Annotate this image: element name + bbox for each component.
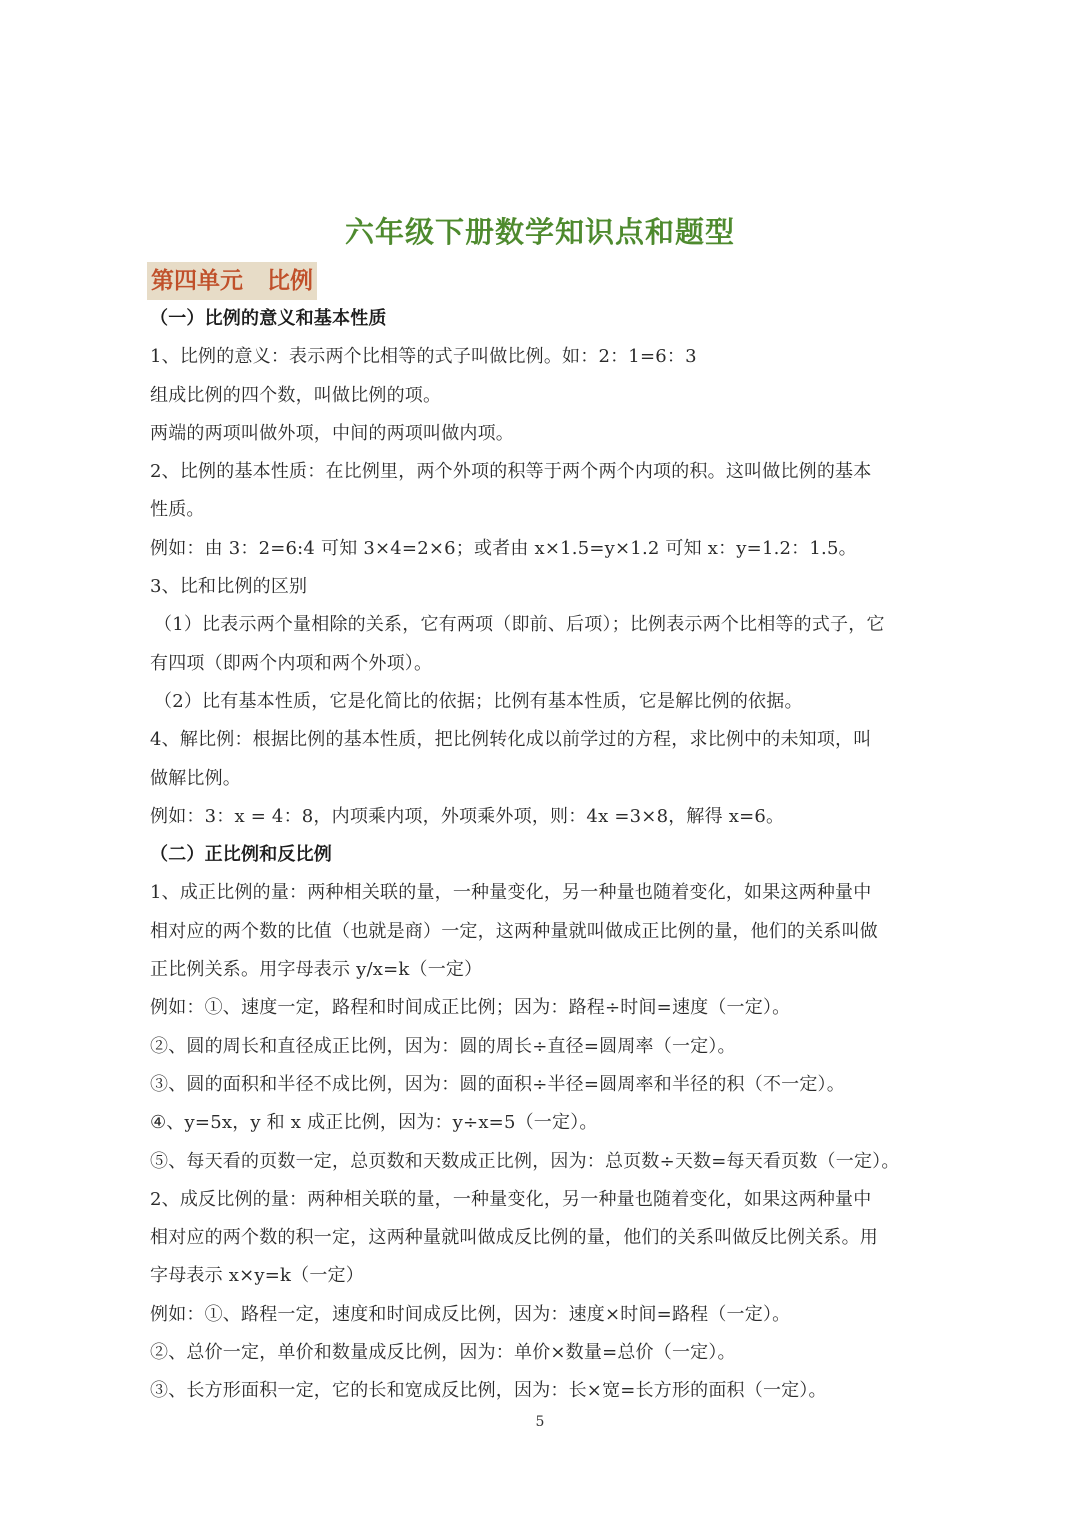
text-line: ③、圆的面积和半径不成比例，因为：圆的面积÷半径=圆周率和半径的积（不一定）。 xyxy=(150,1073,845,1095)
text-line: 例如：由 3：2=6:4 可知 3×4=2×6；或者由 x×1.5=y×1.2 可知 x：y=1.2：1.5。 xyxy=(150,537,857,559)
text-line: 有四项（即两个内项和两个外项）。 xyxy=(150,652,433,674)
text-line: 例如：①、路程一定，速度和时间成反比例，因为：速度×时间=路程（一定）。 xyxy=(150,1303,791,1325)
text-line: 4、解比例：根据比例的基本性质，把比例转化成以前学过的方程，求比例中的未知项，叫 xyxy=(150,729,872,751)
text-line: 做解比例。 xyxy=(150,767,241,789)
text-line: ⑤、每天看的页数一定，总页数和天数成正比例，因为：总页数÷天数=每天看页数（一定）。 xyxy=(150,1150,900,1172)
text-line: 3、比和比例的区别 xyxy=(150,576,308,598)
text-line: ②、圆的周长和直径成正比例，因为：圆的周长÷直径=圆周率（一定）。 xyxy=(150,1035,736,1057)
text-line: （1）比表示两个量相除的关系，它有两项（即前、后项）；比例表示两个比相等的式子，它 xyxy=(154,614,885,636)
section-heading: （一）比例的意义和基本性质 xyxy=(150,308,387,329)
text-line: 1、成正比例的量：两种相关联的量，一种量变化，另一种量也随着变化，如果这两种量中 xyxy=(150,882,872,904)
text-line: 组成比例的四个数，叫做比例的项。 xyxy=(150,384,442,406)
text-line: 相对应的两个数的比值（也就是商）一定，这两种量就叫做成正比例的量，他们的关系叫做 xyxy=(150,920,878,942)
text-line: （2）比有基本性质，它是化简比的依据；比例有基本性质，它是解比例的依据。 xyxy=(154,690,803,712)
text-line: ③、长方形面积一定，它的长和宽成反比例，因为：长×宽=长方形的面积（一定）。 xyxy=(150,1380,827,1402)
text-line: 例如：①、速度一定，路程和时间成正比例；因为：路程÷时间=速度（一定）。 xyxy=(150,997,791,1019)
text-line: ②、总价一定，单价和数量成反比例，因为：单价×数量=总价（一定）。 xyxy=(150,1342,736,1364)
text-line: 性质。 xyxy=(150,499,205,521)
text-line: ④、y=5x，y 和 x 成正比例，因为：y÷x=5（一定）。 xyxy=(150,1112,598,1134)
page-number: 5 xyxy=(535,1414,545,1430)
text-line: 正比例关系。用字母表示 y/x=k（一定） xyxy=(150,959,483,981)
text-line: 2、比例的基本性质：在比例里，两个外项的积等于两个两个内项的积。这叫做比例的基本 xyxy=(150,461,872,483)
text-line: 两端的两项叫做外项，中间的两项叫做内项。 xyxy=(150,422,514,444)
unit-heading: 第四单元 比例 xyxy=(147,262,317,300)
document-title: 六年级下册数学知识点和题型 xyxy=(344,215,735,249)
document-body xyxy=(150,300,940,1411)
text-line: 相对应的两个数的积一定，这两种量就叫做成反比例的量，他们的关系叫做反比例关系。用 xyxy=(150,1227,878,1249)
section-heading: （二）正比例和反比例 xyxy=(150,844,332,866)
text-line: 1、比例的意义：表示两个比相等的式子叫做比例。如：2：1=6：3 xyxy=(150,346,697,368)
text-line: 2、成反比例的量：两种相关联的量，一种量变化，另一种量也随着变化，如果这两种量中 xyxy=(150,1188,872,1210)
text-line: 例如：3：x = 4：8，内项乘内项，外项乘外项，则：4x =3×8，解得 x=6。 xyxy=(150,805,785,827)
text-line: 字母表示 x×y=k（一定） xyxy=(150,1265,364,1287)
